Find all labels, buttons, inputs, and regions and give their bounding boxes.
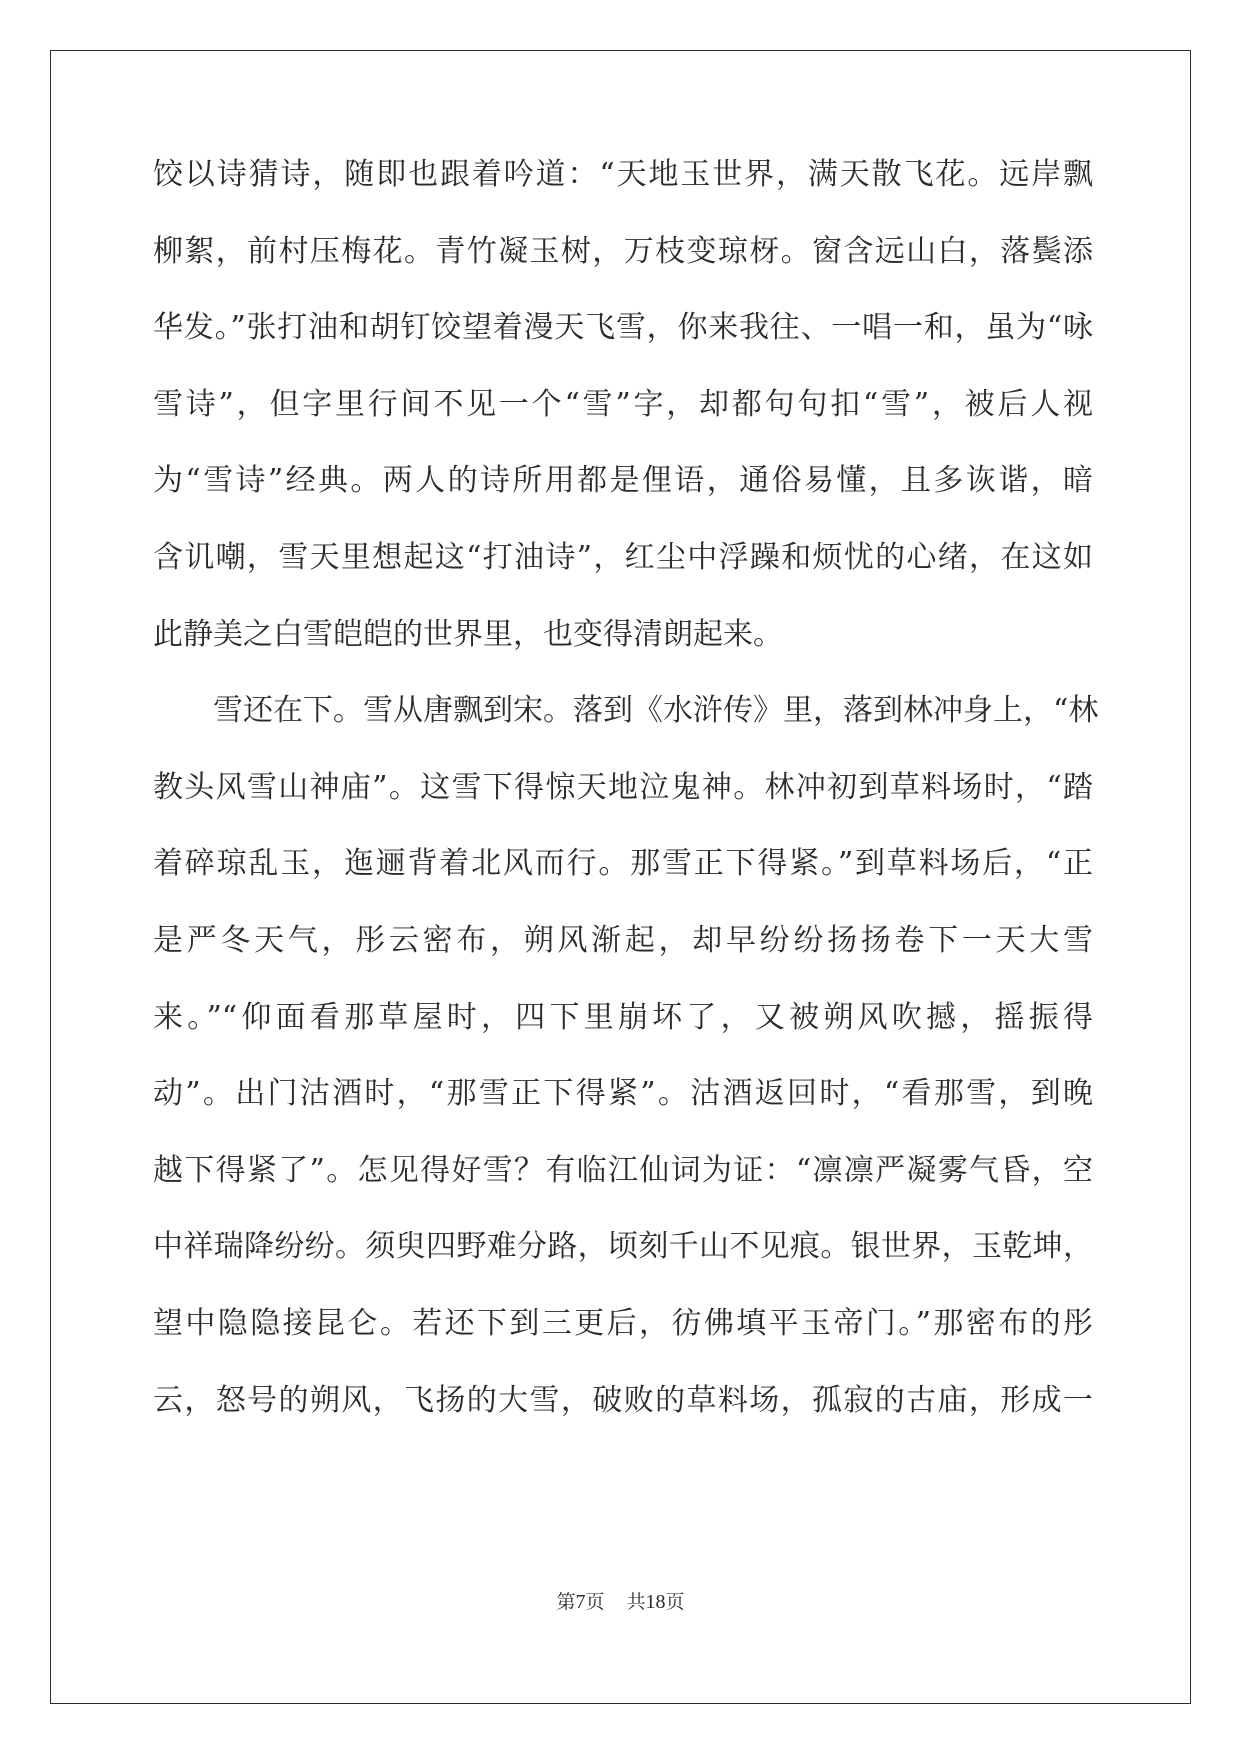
text-line: 华发。”张打油和胡钉饺望着漫天飞雪，你来我往、一唱一和，虽为“咏: [153, 310, 1093, 346]
text-line: 雪诗”，但字里行间不见一个“雪”字，却都句句扣“雪”，被后人视: [153, 386, 1093, 422]
text-line: 教头风雪山神庙”。这雪下得惊天地泣鬼神。林冲初到草料场时，“踏: [153, 769, 1093, 805]
text-line: 是严冬天气，彤云密布，朔风渐起，却早纷纷扬扬卷下一天大雪: [153, 922, 1093, 958]
page-prefix: 第: [556, 1591, 576, 1613]
text-line: 为“雪诗”经典。两人的诗所用都是俚语，通俗易懂，且多诙谐，暗: [153, 463, 1093, 499]
text-line: 越下得紧了”。怎见得好雪？有临江仙词为证：“凛凛严凝雾气昏，空: [153, 1152, 1093, 1188]
text-line: 动”。出门沽酒时，“那雪正下得紧”。沽酒返回时，“看那雪，到晚: [153, 1076, 1093, 1112]
text-line: 含讥嘲，雪天里想起这“打油诗”，红尘中浮躁和烦忧的心绪，在这如: [153, 539, 1093, 575]
page-suffix: 页: [585, 1591, 605, 1613]
total-pages: 18: [645, 1591, 666, 1613]
text-line: 来。”“仰面看那草屋时，四下里崩坏了，又被朔风吹撼，摇振得: [153, 999, 1093, 1035]
total-suffix: 页: [665, 1591, 685, 1613]
text-line: 此静美之白雪皑皑的世界里，也变得清朗起来。: [153, 616, 783, 652]
text-line: 饺以诗猜诗，随即也跟着吟道：“天地玉世界，满天散飞花。远岸飘: [153, 157, 1093, 192]
text-line: 中祥瑞降纷纷。须臾四野难分路，顷刻千山不见痕。银世界，玉乾坤，: [153, 1229, 1093, 1265]
text-line: 云，怒号的朔风，飞扬的大雪，破败的草料场，孤寂的古庙，形成一: [153, 1382, 1093, 1418]
text-line: 着碎琼乱玉，迤逦背着北风而行。那雪正下得紧。”到草料场后，“正: [153, 846, 1093, 882]
document-body: [153, 157, 1099, 1462]
text-line: 柳絮，前村压梅花。青竹凝玉树，万枝变琼枒。窗含远山白，落鬓添: [153, 233, 1093, 269]
page-footer: [0, 1587, 1241, 1614]
text-line: 雪还在下。雪从唐飘到宋。落到《水浒传》里，落到林冲身上，“林: [213, 693, 1099, 729]
text-line: 望中隐隐接昆仑。若还下到三更后，彷佛填平玉帝门。”那密布的彤: [153, 1305, 1093, 1341]
page-number: 7: [575, 1591, 586, 1613]
total-prefix: 共: [626, 1591, 646, 1613]
